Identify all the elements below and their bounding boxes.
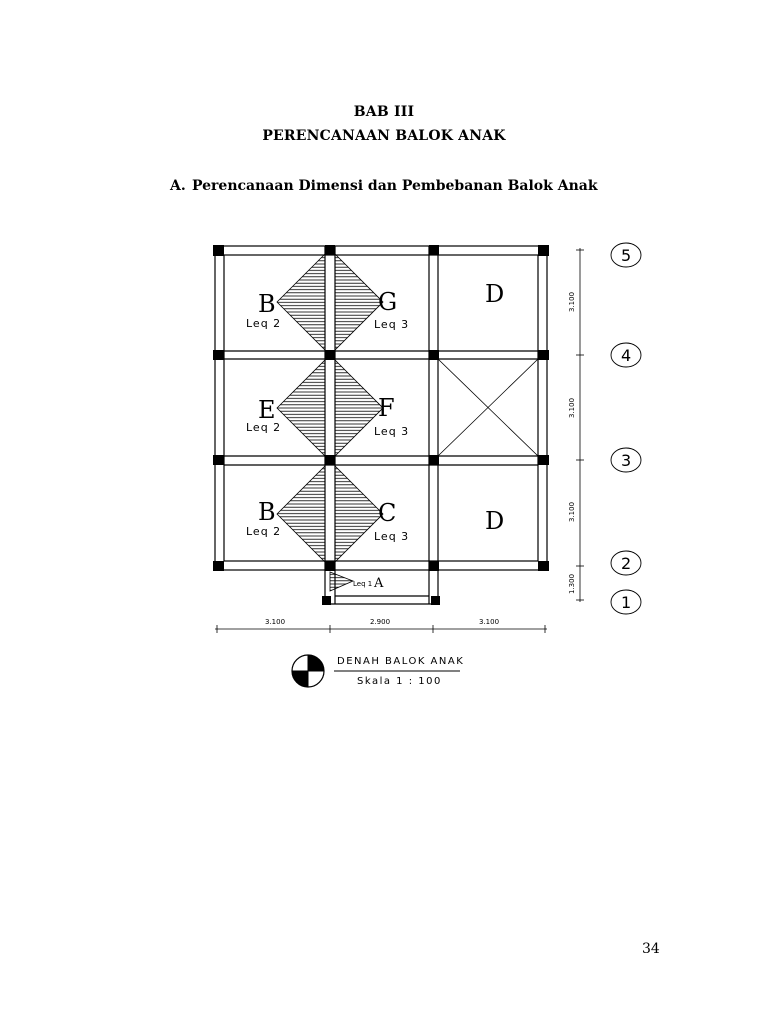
column — [213, 245, 224, 256]
column — [431, 596, 440, 605]
hatch-left-row1 — [277, 254, 325, 350]
axis-number: 1 — [621, 593, 632, 612]
hatch-right-row3 — [335, 466, 383, 562]
axis-number: 4 — [621, 346, 632, 365]
slab-letter: G — [378, 288, 398, 316]
slab-letter: D — [485, 280, 505, 308]
plan-caption-scale: Skala 1 : 100 — [357, 676, 442, 687]
column — [538, 350, 549, 360]
hatch-left-row3 — [277, 466, 325, 562]
axis-number: 2 — [621, 554, 632, 573]
slab-labels — [246, 280, 504, 591]
dimension-label: 3.100 — [568, 397, 576, 418]
column — [322, 596, 331, 605]
column — [213, 561, 224, 571]
column — [429, 561, 439, 571]
column — [429, 455, 439, 465]
slab-leq: Leq 2 — [246, 525, 282, 538]
dimension-label: 1.300 — [568, 573, 576, 594]
hatch-right-row2 — [335, 360, 383, 456]
column — [429, 350, 439, 360]
axis-number: 3 — [621, 451, 632, 470]
dimension-label: 3.100 — [479, 618, 500, 626]
dimension-label: 2.900 — [370, 618, 391, 626]
slab-letter: D — [485, 507, 505, 535]
slab-leq: Leq 3 — [374, 425, 410, 438]
column — [538, 245, 549, 256]
slab-letter: B — [258, 498, 276, 526]
dimension-label: 3.100 — [568, 501, 576, 522]
page-number: 34 — [642, 941, 660, 957]
vertical-dimension — [576, 248, 584, 602]
column — [325, 561, 335, 571]
slab-leq: Leq 3 — [374, 530, 410, 543]
slab-leq: Leq 2 — [246, 317, 282, 330]
load-distribution-hatching — [277, 254, 383, 591]
slab-letter: B — [258, 290, 276, 318]
horizontal-dimension — [215, 625, 547, 633]
column — [325, 455, 335, 465]
north-quadrant-symbol — [292, 655, 324, 687]
hatch-right-row1 — [335, 254, 383, 350]
slab-leq: Leq 3 — [374, 318, 410, 331]
column — [429, 245, 439, 255]
plan-caption-title: DENAH BALOK ANAK — [337, 656, 465, 667]
small-slab-leq: Leq 1 — [353, 580, 373, 588]
chapter-title: PERENCANAAN BALOK ANAK — [262, 128, 506, 144]
dimension-label: 3.100 — [265, 618, 286, 626]
slab-letter: E — [258, 396, 276, 424]
hatch-left-row2 — [277, 360, 325, 456]
dimension-label: 3.100 — [568, 291, 576, 312]
column — [538, 455, 549, 465]
section-title: Perencanaan Dimensi dan Pembebanan Balok Anak — [192, 178, 598, 194]
column — [325, 245, 335, 255]
opening-cross — [438, 359, 538, 456]
column — [213, 350, 224, 360]
hatch-small-slab — [330, 572, 353, 591]
column — [325, 350, 335, 360]
slab-letter: C — [378, 499, 397, 527]
small-slab-letter: A — [374, 576, 384, 591]
section-number: A. — [170, 178, 186, 194]
column — [213, 455, 224, 465]
column — [538, 561, 549, 571]
slab-leq: Leq 2 — [246, 421, 282, 434]
chapter-heading: BAB III — [353, 104, 415, 120]
slab-letter: F — [378, 394, 395, 422]
axis-number: 5 — [621, 246, 632, 265]
